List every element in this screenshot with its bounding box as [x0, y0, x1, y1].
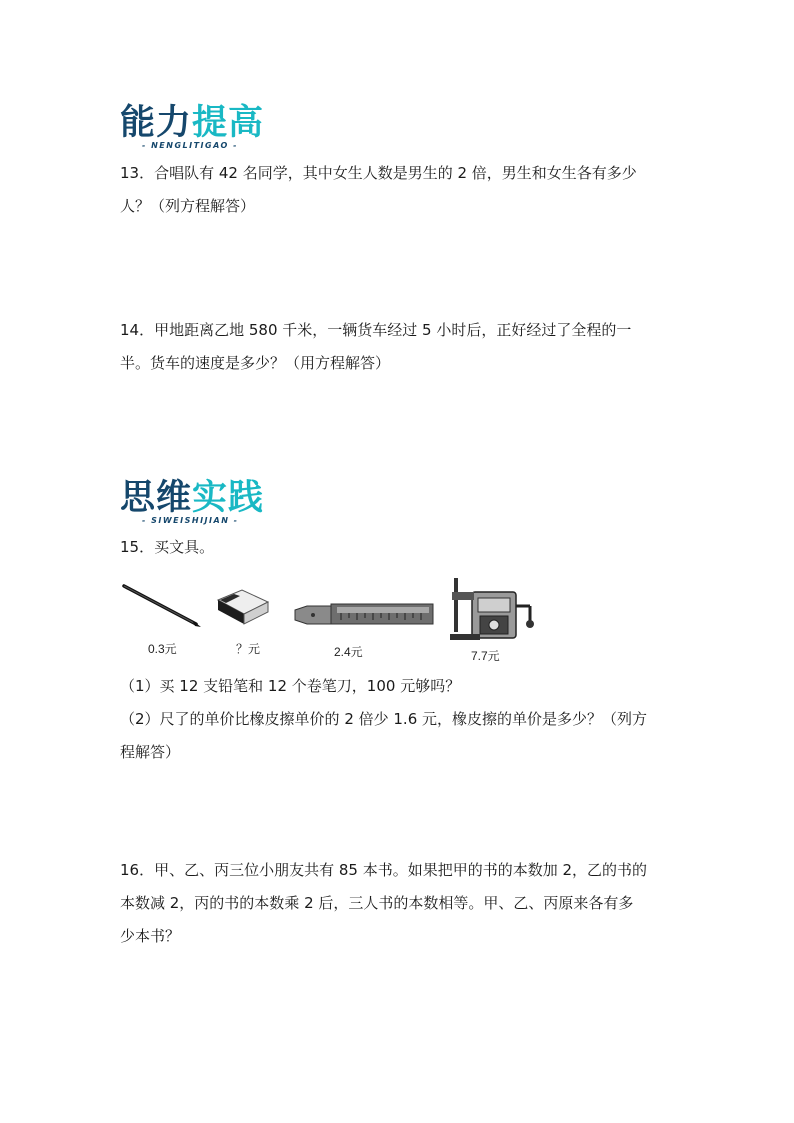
section-subtitle: - SIWEISHIJIAN - — [142, 516, 239, 525]
eraser-icon — [214, 586, 270, 626]
eraser-price: ？元 — [236, 642, 261, 656]
section-title-part-a: 思维 — [120, 478, 193, 518]
pencil-sharpener-icon — [450, 576, 536, 642]
question-13-line-1: 13．合唱队有 42 名同学，其中女生人数是男生的 2 倍，男生和女生各有多少 — [120, 164, 637, 182]
question-14-line-1: 14．甲地距离乙地 580 千米，一辆货车经过 5 小时后，正好经过了全程的一 — [120, 321, 632, 339]
section-title-part-b: 提高 — [192, 103, 265, 143]
question-15-part-1: （1）买 12 支铅笔和 12 个卷笔刀，100 元够吗？ — [120, 677, 461, 695]
section-heading-nengli-tigao — [120, 104, 264, 150]
question-16-line-3: 少本书？ — [120, 927, 181, 945]
question-13 — [120, 157, 680, 223]
question-14 — [120, 314, 680, 380]
question-15-stem-text: 15．买文具。 — [120, 538, 215, 556]
question-15-part-2-line-1: （2）尺了的单价比橡皮擦单价的 2 倍少 1.6 元，橡皮擦的单价是多少？（列方 — [120, 710, 648, 728]
section-subtitle: - NENGLITIGAO - — [142, 141, 238, 150]
ruler-price: 2.4元 — [334, 645, 363, 659]
pencil-sharpener-price: 7.7元 — [471, 649, 500, 663]
question-13-line-2: 人？（列方程解答） — [120, 197, 256, 215]
question-14-line-2: 半。货车的速度是多少？（用方程解答） — [120, 354, 391, 372]
section-heading-siwei-shijian — [120, 479, 264, 525]
question-16-line-1: 16．甲、乙、丙三位小朋友共有 85 本书。如果把甲的书的本数加 2，乙的书的 — [120, 861, 648, 879]
ruler-icon — [293, 600, 437, 630]
question-16-line-2: 本数减 2，丙的书的本数乘 2 后，三人书的本数相等。甲、乙、丙原来各有多 — [120, 894, 634, 912]
question-15-part-2-line-2: 程解答） — [120, 743, 181, 761]
question-15-stem — [120, 531, 680, 564]
section-title-part-b: 实践 — [192, 478, 265, 518]
pencil-price: 0.3元 — [148, 642, 177, 656]
pencil-icon — [118, 580, 202, 630]
question-16 — [120, 854, 680, 953]
section-title — [120, 479, 264, 517]
section-title-part-a: 能力 — [120, 103, 193, 143]
question-15-parts — [120, 670, 680, 769]
section-title — [120, 104, 264, 142]
